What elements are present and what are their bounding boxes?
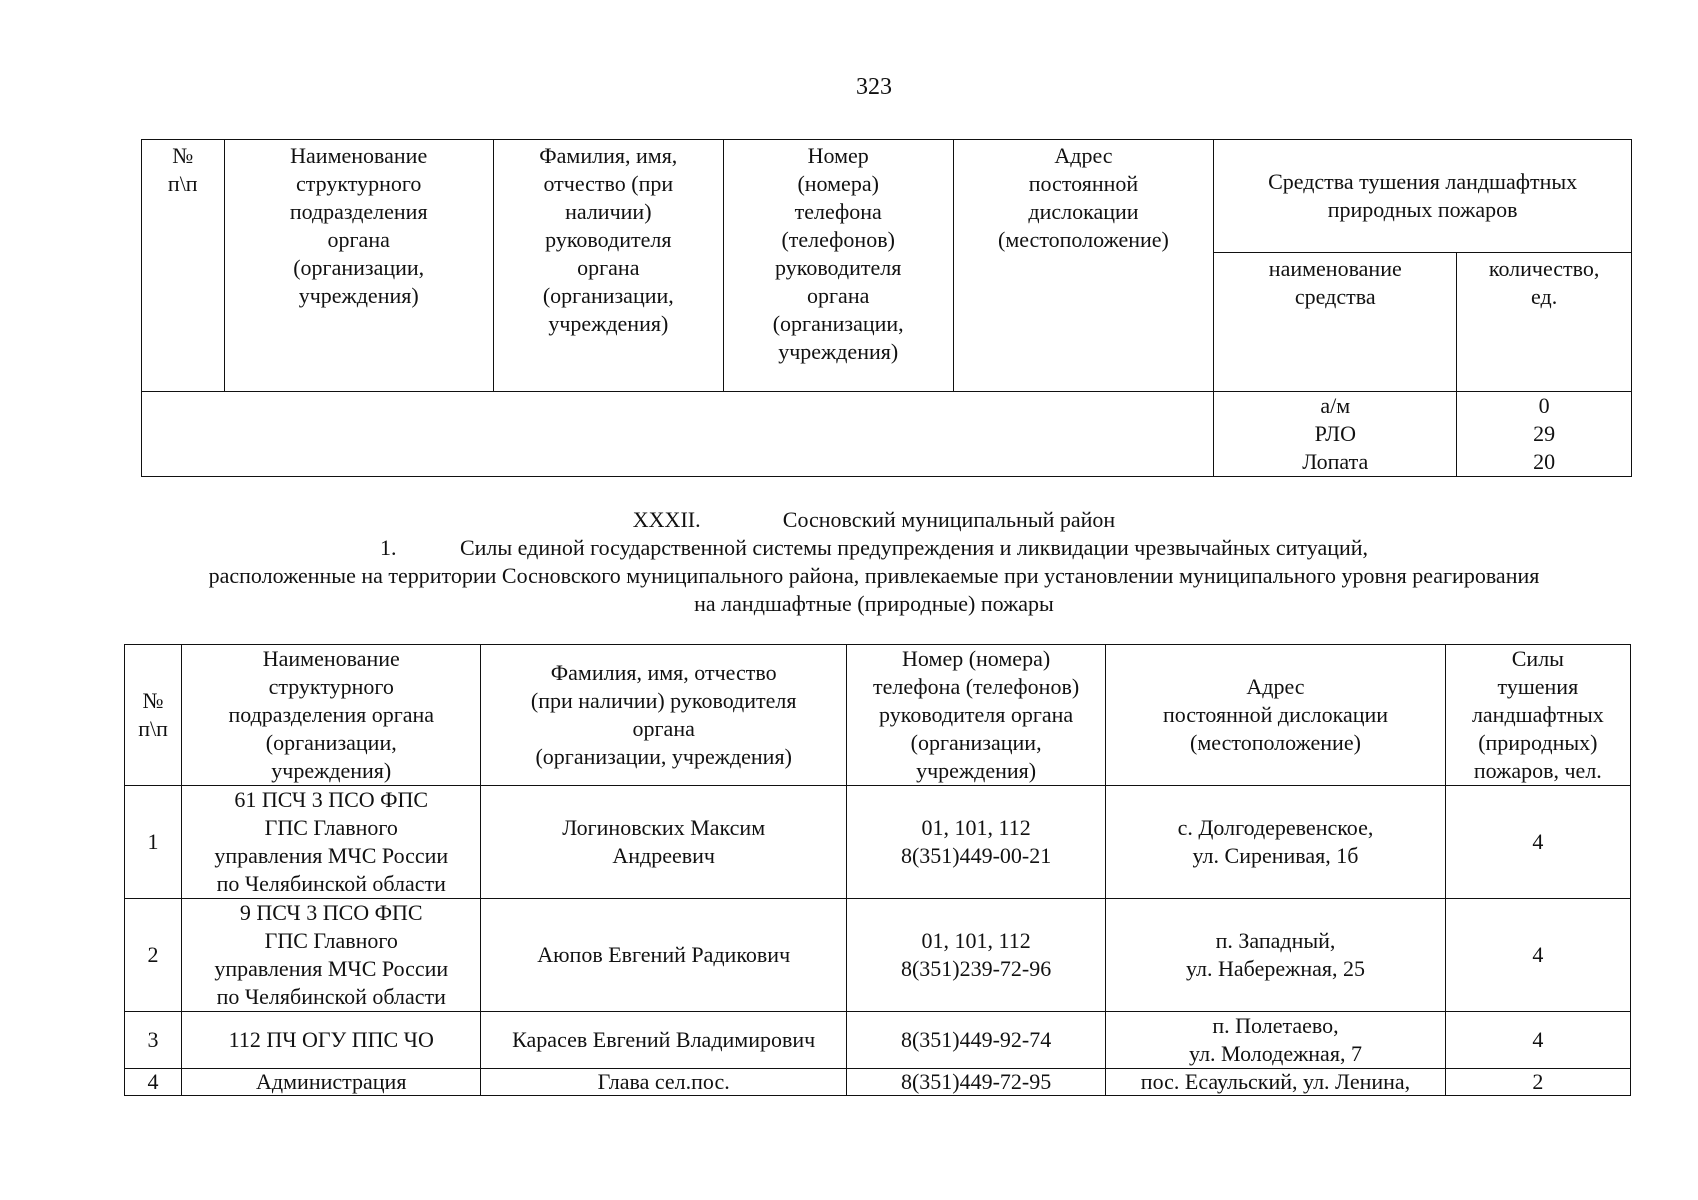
forces-table (124, 644, 1631, 1096)
head-name: Карасев Евгений Владимирович (481, 1012, 846, 1069)
header-means-group: Средства тушения ландшафтных природных пожаров (1214, 140, 1632, 253)
unit-name: Администрация (182, 1069, 481, 1096)
page-number: 323 (856, 74, 892, 100)
address: п. Западный, ул. Набережная, 25 (1106, 899, 1445, 1012)
header-head-name: Фамилия, имя, отчество (при наличии) руководителя органа (организации, учреждения) (493, 140, 723, 392)
phone: 8(351)449-72-95 (846, 1069, 1105, 1096)
header-unit-name: Наименование структурного подразделения органа (организации, учреждения) (182, 645, 481, 786)
row-num: 2 (125, 899, 182, 1012)
table-row (125, 1012, 1631, 1069)
head-name: Логиновских Максим Андреевич (481, 786, 846, 899)
forces-count: 2 (1445, 1069, 1630, 1096)
unit-name: 9 ПСЧ 3 ПСО ФПС ГПС Главного управления МЧС России по Челябинской области (182, 899, 481, 1012)
resources-table-continued (141, 139, 1632, 477)
address: пос. Есаульский, ул. Ленина, (1106, 1069, 1445, 1096)
unit-name: 61 ПСЧ 3 ПСО ФПС ГПС Главного управления МЧС России по Челябинской области (182, 786, 481, 899)
address: п. Полетаево, ул. Молодежная, 7 (1106, 1012, 1445, 1069)
header-num: № п\п (142, 140, 225, 392)
header-phone: Номер (номера) телефона (телефонов) руководителя органа (организации, учреждения) (723, 140, 953, 392)
empty-merged-cell (142, 392, 1214, 477)
head-name: Аюпов Евгений Радикович (481, 899, 846, 1012)
phone: 01, 101, 112 8(351)449-00-21 (846, 786, 1105, 899)
header-forces: Силы тушения ландшафтных (природных) пожаров, чел. (1445, 645, 1630, 786)
table-row (125, 899, 1631, 1012)
header-means-qty: количество, ед. (1457, 253, 1632, 392)
means-list: а/м РЛО Лопата (1214, 392, 1457, 477)
header-address: Адрес постоянной дислокации (местоположение) (1106, 645, 1445, 786)
qty-list: 0 29 20 (1457, 392, 1632, 477)
forces-count: 4 (1445, 899, 1630, 1012)
header-head-name: Фамилия, имя, отчество (при наличии) руководителя органа (организации, учреждения) (481, 645, 846, 786)
table-row (125, 1069, 1631, 1096)
header-phone: Номер (номера) телефона (телефонов) руководителя органа (организации, учреждения) (846, 645, 1105, 786)
row-num: 1 (125, 786, 182, 899)
table-row (142, 392, 1632, 477)
header-unit-name: Наименование структурного подразделения органа (организации, учреждения) (224, 140, 493, 392)
phone: 01, 101, 112 8(351)239-72-96 (846, 899, 1105, 1012)
section-title: XXXII. Сосновский муниципальный район (632, 507, 1116, 532)
unit-name: 112 ПЧ ОГУ ППС ЧО (182, 1012, 481, 1069)
section-subtitle-line1: 1. Силы единой государственной системы предупреждения и ликвидации чрезвычайных ситуаций, (379, 535, 1369, 560)
row-num: 3 (125, 1012, 182, 1069)
header-address: Адрес постоянной дислокации (местоположение) (953, 140, 1214, 392)
section-subtitle-line3: на ландшафтные (природные) пожары (694, 591, 1054, 616)
forces-count: 4 (1445, 1012, 1630, 1069)
phone: 8(351)449-92-74 (846, 1012, 1105, 1069)
header-row (125, 645, 1631, 786)
header-means-name: наименование средства (1214, 253, 1457, 392)
forces-count: 4 (1445, 786, 1630, 899)
address: с. Долгодеревенское, ул. Сиренивая, 1б (1106, 786, 1445, 899)
header-num: № п\п (125, 645, 182, 786)
head-name: Глава сел.пос. (481, 1069, 846, 1096)
row-num: 4 (125, 1069, 182, 1096)
table-row (125, 786, 1631, 899)
section-subtitle-line2: расположенные на территории Сосновского муниципального района, привлекаемые при установлении муниципального уровня реагирования (208, 563, 1540, 588)
